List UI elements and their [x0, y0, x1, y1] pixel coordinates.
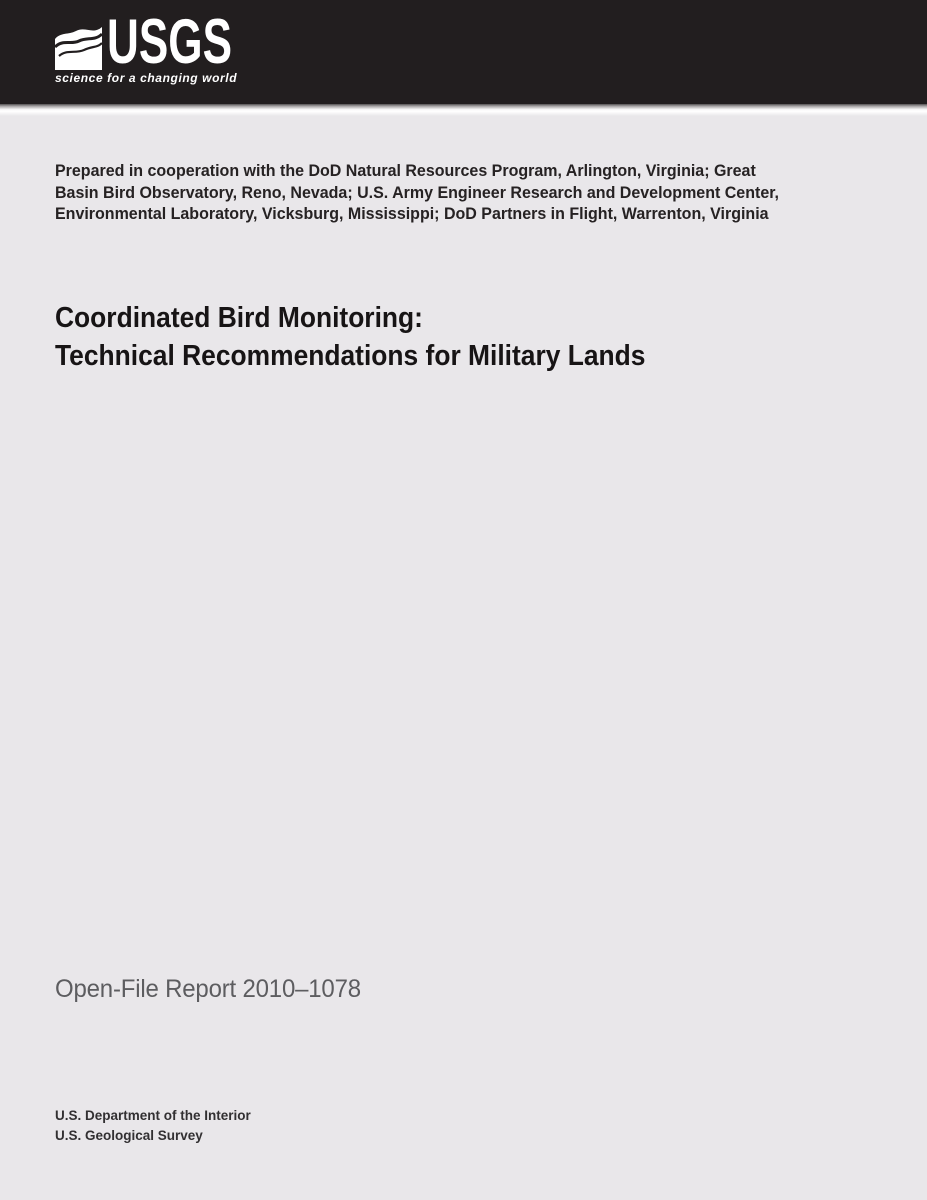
usgs-header-bar — [0, 0, 927, 104]
cooperation-line-1: Prepared in cooperation with the DoD Natural Resources Program, Arlington, Virginia; Great — [55, 162, 756, 180]
publisher-footer — [55, 1106, 251, 1145]
cooperation-line-3: Environmental Laboratory, Vicksburg, Mississippi; DoD Partners in Flight, Warrenton, Virginia — [55, 205, 769, 223]
cooperation-statement — [55, 161, 779, 226]
footer-dept-interior: U.S. Department of the Interior — [55, 1108, 251, 1123]
usgs-tagline: science for a changing world — [55, 71, 238, 85]
report-title-line-1: Coordinated Bird Monitoring: — [55, 302, 423, 334]
page-top-edge — [0, 104, 927, 116]
report-title — [55, 299, 645, 375]
report-title-line-2: Technical Recommendations for Military Lands — [55, 340, 646, 372]
usgs-logo-text: USGS — [107, 7, 232, 77]
report-number: Open-File Report 2010–1078 — [55, 975, 361, 1003]
cooperation-line-2: Basin Bird Observatory, Reno, Nevada; U.S. Army Engineer Research and Development Center, — [55, 183, 780, 202]
usgs-wave-icon — [55, 20, 102, 70]
footer-geological-survey: U.S. Geological Survey — [55, 1127, 203, 1143]
